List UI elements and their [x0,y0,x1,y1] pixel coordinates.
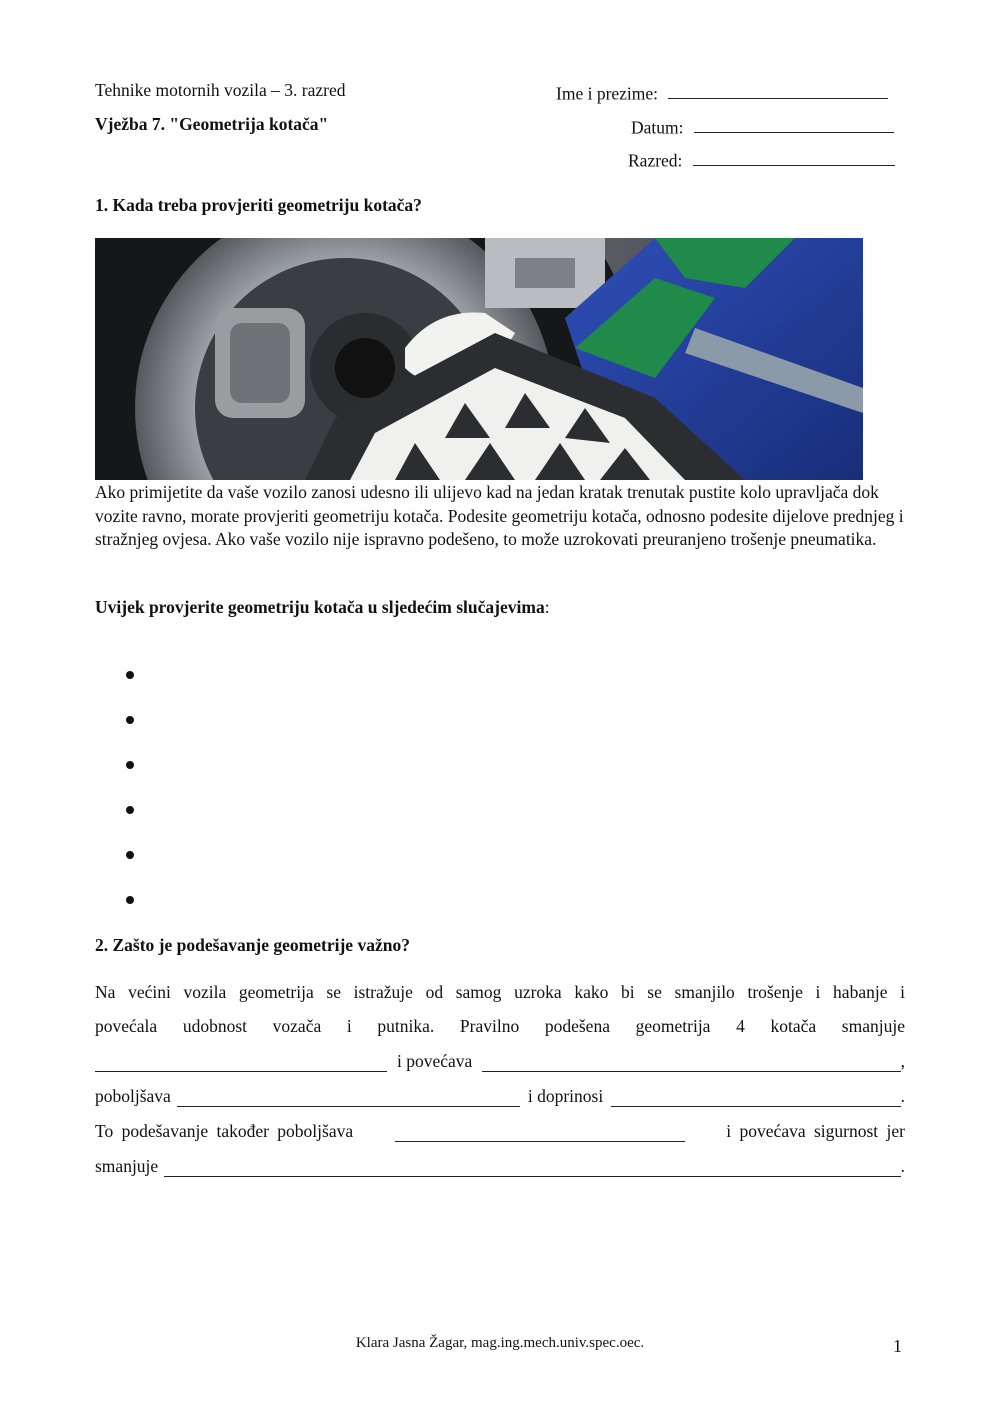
answer-blank-5[interactable] [395,1123,685,1142]
question-1-paragraph: Ako primijetite da vaše vozilo zanosi udesno ili ulijevo kad na jedan kratak trenutak pustite kolo upravljača dok vozite ravno, morate provjeriti geometriju kotača. Podesite geometriju kotača, odnosno podesite dijelove prednjeg i stražnjeg ovjesa. Ako vaše vozilo nije ispravno podešeno, to može uzrokovati preuranjeno trošenje pneumatika. [95,482,904,549]
name-label: Ime i prezime: [556,83,659,104]
bullet-icon [126,806,134,814]
class-blank[interactable] [693,147,895,166]
answer-blank-1[interactable] [95,1053,387,1072]
class-field-row [628,147,895,171]
bullet-icon [126,716,134,724]
name-blank[interactable] [668,80,888,99]
question-1-title: 1. Kada treba provjeriti geometriju kotača? [95,195,422,215]
answer-blank-2[interactable] [482,1053,900,1072]
cases-lead-bold: Uvijek provjerite geometriju kotača u sljedećim slučajevima [95,597,545,617]
bullet-icon [126,851,134,859]
q2-line-3: i povećava , [95,1051,905,1072]
q2-line-1: Na većini vozila geometrija se istražuje od samog uzroka kako bi se smanjilo trošenje i habanje i [95,982,905,1002]
answer-blank-3[interactable] [177,1088,520,1107]
bullet-icon [126,761,134,769]
exercise-title: Vježba 7. "Geometrija kotača" [95,114,329,134]
bullet-icon [126,896,134,904]
cases-lead [95,597,550,618]
answer-blank-4[interactable] [611,1088,900,1107]
footer-author: Klara Jasna Žagar, mag.ing.mech.univ.spec.oec. [355,1335,645,1351]
bullet-icon [126,671,134,679]
wheel-alignment-photo [95,238,863,480]
page-number: 1 [893,1336,902,1356]
name-field-row [556,80,888,104]
q2-line-5: To podešavanje također poboljšava i povećava sigurnost jer [95,1121,905,1141]
answer-blank-6[interactable] [164,1158,900,1177]
q2-line-6: smanjuje . [95,1156,905,1176]
class-label: Razred: [628,150,683,171]
question-2-title: 2. Zašto je podešavanje geometrije važno? [95,935,410,955]
date-field-row [631,114,894,138]
cases-lead-colon: : [544,597,550,617]
date-blank[interactable] [694,114,894,133]
course-title: Tehnike motornih vozila – 3. razred [95,80,346,100]
date-label: Datum: [631,117,684,138]
q2-line-4: poboljšava i doprinosi . [95,1086,905,1106]
q2-line-2: povećala udobnost vozača i putnika. Pravilno podešena geometrija 4 kotača smanjuje [95,1016,905,1036]
